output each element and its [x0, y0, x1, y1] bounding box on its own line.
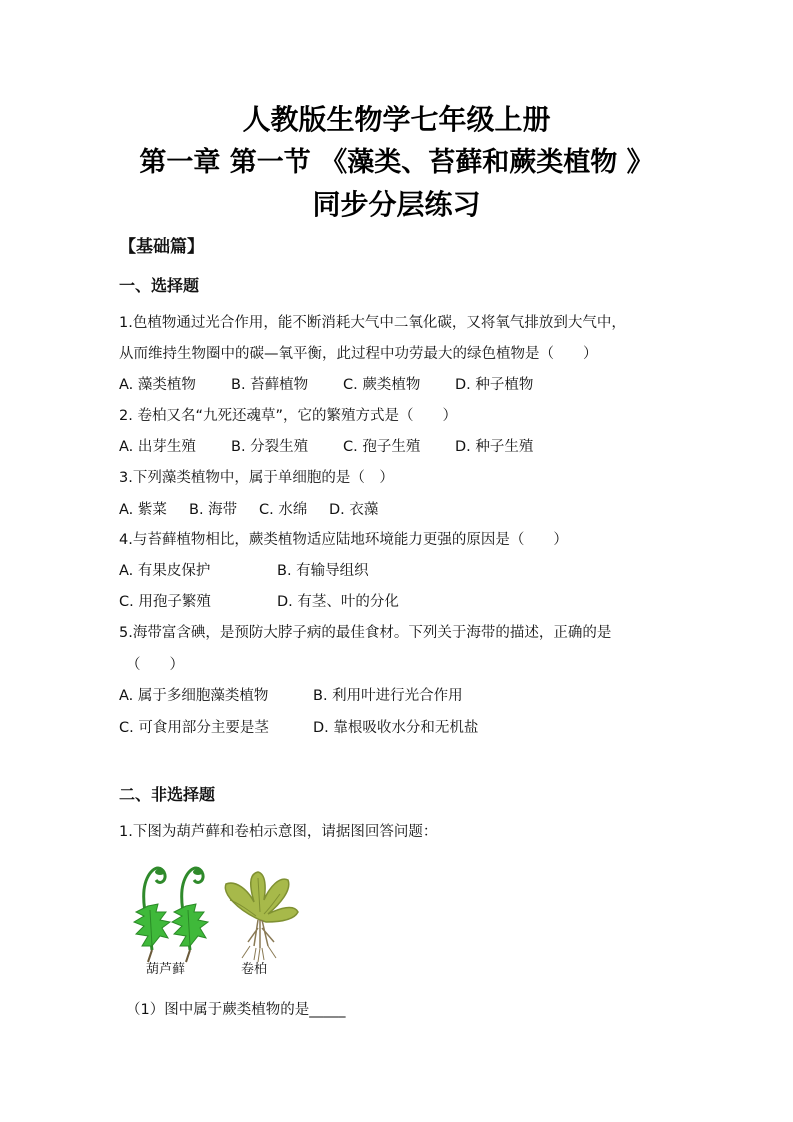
section-nonchoice: 二、非选择题 — [119, 785, 216, 804]
q1-option-d: D. 种子植物 — [455, 377, 534, 393]
q5-option-c: C. 可食用部分主要是茎 — [119, 720, 269, 736]
q1-option-c: C. 蕨类植物 — [343, 377, 421, 393]
q5-line-2: （ ） — [126, 657, 184, 673]
nq1-line-1: 1.下图为葫芦藓和卷柏示意图，请据图回答问题： — [119, 824, 438, 840]
nq1-sub-1: （1）图中属于蕨类植物的是_____ — [126, 1002, 346, 1018]
q3-line-1: 3.下列藻类植物中，属于单细胞的是（ ） — [119, 470, 394, 486]
q4-option-a: A. 有果皮保护 — [119, 563, 211, 579]
section-choice: 一、选择题 — [119, 276, 200, 295]
q3-option-a: A. 紫菜 — [119, 502, 167, 518]
q4-option-c: C. 用孢子繁殖 — [119, 594, 211, 610]
selaginella-plant-icon — [225, 872, 298, 962]
q1-line-2: 从而维持生物圈中的碳—氧平衡，此过程中功劳最大的绿色植物是（ ） — [119, 346, 598, 362]
title-line-2: 第一章 第一节 《藻类、苔藓和蕨类植物 》 — [139, 147, 654, 178]
q5-option-a: A. 属于多细胞藻类植物 — [119, 688, 269, 704]
q1-line-1: 1.色植物通过光合作用，能不断消耗大气中二氧化碳，又将氧气排放到大气中， — [119, 315, 626, 331]
q2-option-d: D. 种子生殖 — [455, 439, 534, 455]
moss-plant-icon — [172, 868, 208, 962]
title-line-1: 人教版生物学七年级上册 — [242, 103, 551, 136]
q2-option-c: C. 孢子生殖 — [343, 439, 421, 455]
q1-option-a: A. 藻类植物 — [119, 377, 196, 393]
q5-option-d: D. 靠根吸收水分和无机盐 — [313, 720, 479, 736]
q2-line-1: 2. 卷柏又名“九死还魂草”，它的繁殖方式是（ ） — [119, 408, 457, 424]
section-basic: 【基础篇】 — [119, 237, 204, 257]
q4-line-1: 4.与苔藓植物相比，蕨类植物适应陆地环境能力更强的原因是（ ） — [119, 532, 568, 548]
q5-option-b: B. 利用叶进行光合作用 — [313, 688, 463, 704]
q3-option-c: C. 水绵 — [259, 502, 308, 518]
q4-option-d: D. 有茎、叶的分化 — [277, 594, 399, 610]
caption-left: 葫芦藓 — [146, 962, 186, 977]
caption-right: 卷柏 — [241, 962, 268, 977]
q2-option-a: A. 出芽生殖 — [119, 439, 196, 455]
q1-option-b: B. 苔藓植物 — [231, 377, 309, 393]
q3-option-d: D. 衣藻 — [329, 502, 379, 518]
q2-option-b: B. 分裂生殖 — [231, 439, 309, 455]
q5-line-1: 5.海带富含碘，是预防大脖子病的最佳食材。下列关于海带的描述，正确的是 — [119, 625, 612, 641]
q3-option-b: B. 海带 — [189, 502, 238, 518]
title-line-3: 同步分层练习 — [312, 188, 481, 221]
moss-plant-icon — [134, 868, 170, 962]
q4-option-b: B. 有输导组织 — [277, 563, 369, 579]
